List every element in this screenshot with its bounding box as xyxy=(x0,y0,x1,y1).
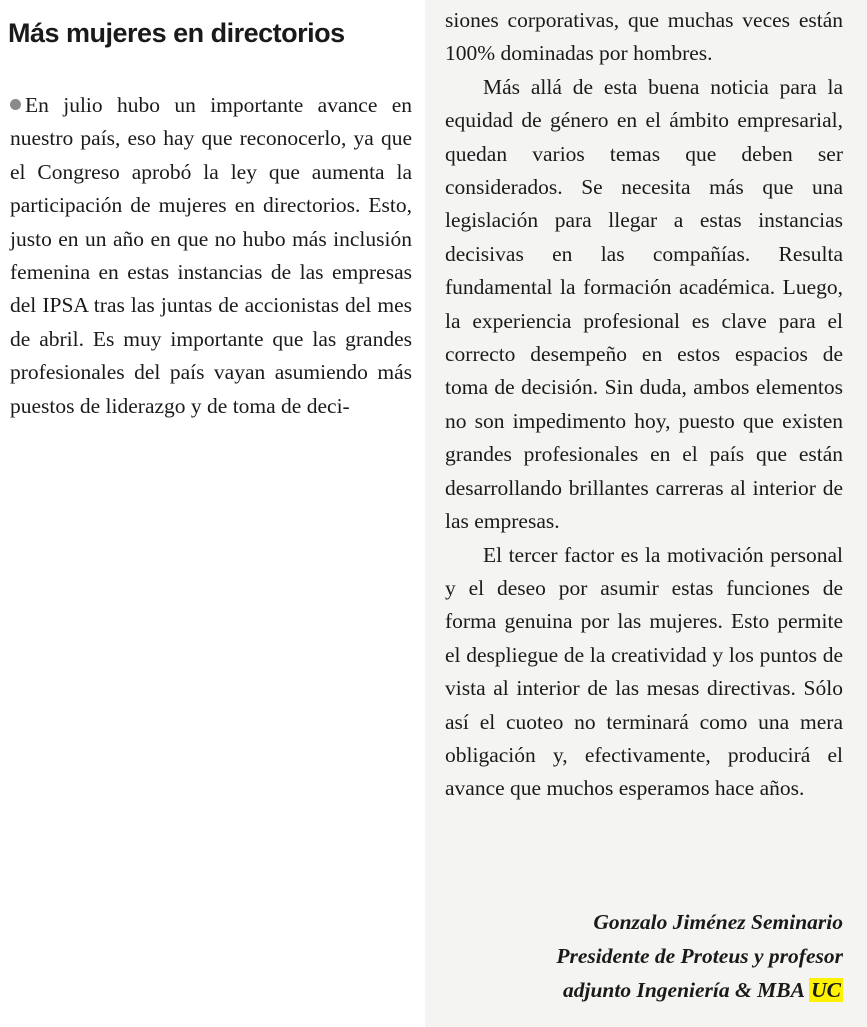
author-name: Gonzalo Jiménez Seminario xyxy=(593,910,843,934)
bullet-icon xyxy=(10,99,21,110)
paragraph-2: Más allá de esta buena noticia para la equidad de género en el ámbito empresarial, quedan varios temas que deben ser considerados. Se necesita más que una legislación para llegar a estas instancias decisivas en las compañías. Resulta fundamental la formación académica. Luego, la experiencia profesional es clave para el correcto desempeño en estos espacios de toma de decisión. Sin duda, ambos elementos no son impedimento hoy, puesto que existen grandes profesionales en el país que están desarrollando brillantes carreras al interior de las empresas. xyxy=(445,74,843,534)
author-signature xyxy=(423,905,843,1007)
paragraph-1-text: En julio hubo un importante avance en nuestro país, eso hay que reconocerlo, ya que el Congreso aprobó la ley que aumenta la participación de mujeres en directorios. Esto, justo en un año en que no hubo más inclusión femenina en estas instancias de las empresas del IPSA tras las juntas de accionistas del mes de abril. Es muy importante que las grandes profesionales del país vayan asumiendo más puestos de liderazgo y de toma de deci- xyxy=(10,93,412,418)
paragraph-1 xyxy=(10,89,412,423)
author-role-line-2 xyxy=(423,973,843,1007)
paragraph-1-continued: siones corporativas, que muchas veces están 100% dominadas por hombres. xyxy=(445,8,843,66)
paragraph-3: El tercer factor es la motivación personal y el deseo por asumir estas funciones de forma genuina por las mujeres. Esto permite el despliegue de la creatividad y los puntos de vista al interior de las mesas directivas. Sólo así el cuoteo no terminará como una mera obligación y, efectivamente, producirá el avance que muchos esperamos hace años. xyxy=(445,542,843,801)
right-column xyxy=(445,4,843,806)
author-role-line-1: Presidente de Proteus y profesor xyxy=(556,944,843,968)
left-column xyxy=(10,89,412,423)
highlighted-institution: UC xyxy=(811,978,841,1002)
author-role-line-2-text: adjunto Ingeniería & MBA xyxy=(562,978,804,1002)
article-headline: Más mujeres en directorios xyxy=(8,18,345,48)
